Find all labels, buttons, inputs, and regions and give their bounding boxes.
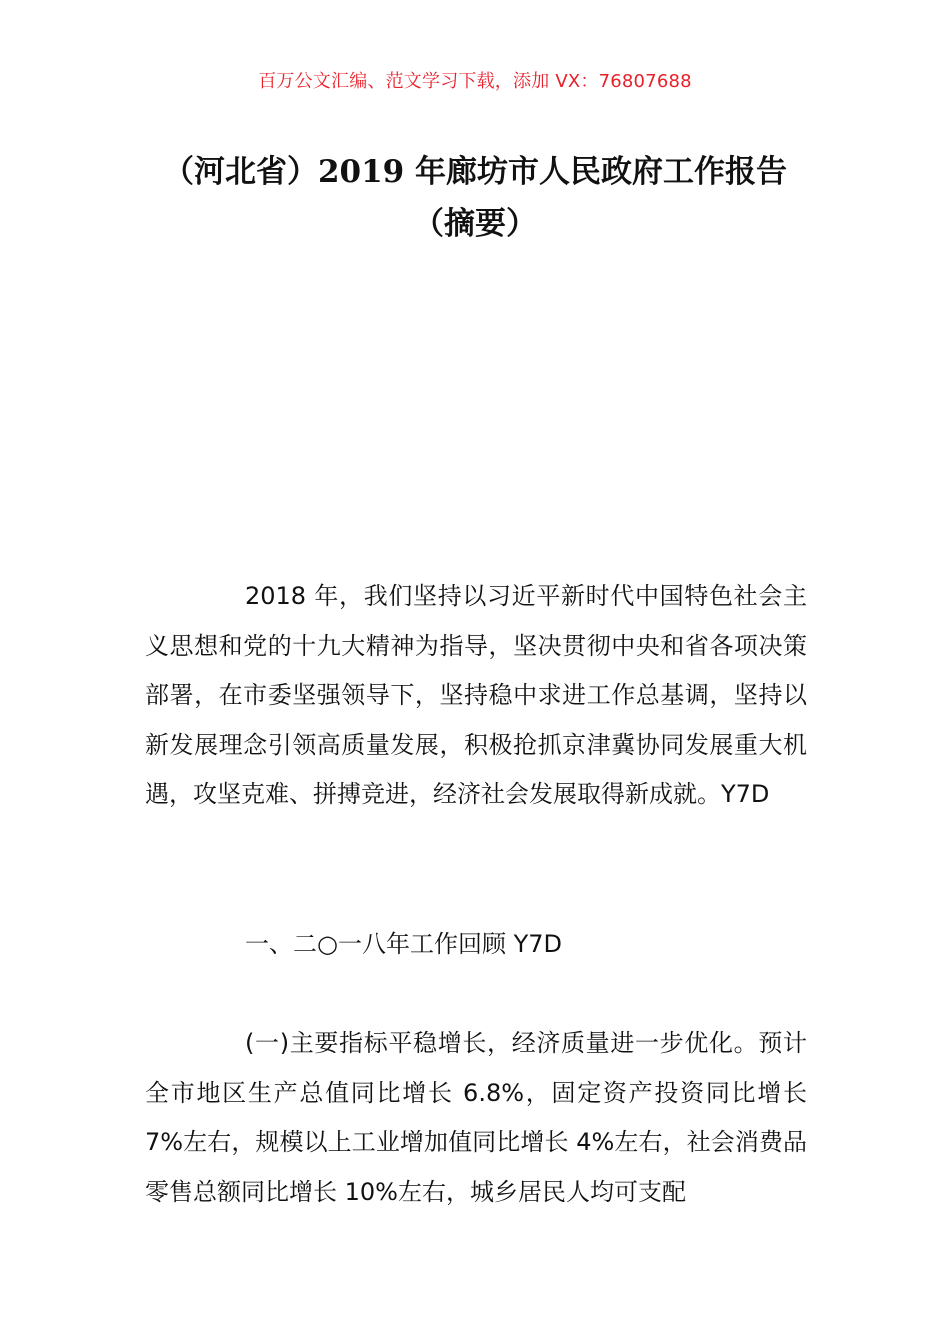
document-title: （河北省）2019 年廊坊市人民政府工作报告（摘要） (162, 154, 788, 242)
section-heading: 一、二○一八年工作回顾 Y7D (245, 930, 562, 958)
watermark-header: 百万公文汇编、范文学习下载，添加 VX：76807688 (258, 71, 692, 92)
paragraph-intro: 2018 年，我们坚持以习近平新时代中国特色社会主义思想和党的十九大精神为指导，坚决贯彻中央和省各项决策部署，在市委坚强领导下，坚持稳中求进工作总基调，坚持以新发展理念引领高质量发展，积极抢抓京津冀协同发展重大机遇，攻坚克难、拼搏竞进，经济社会发展取得新成就。Y7D (145, 582, 807, 808)
paragraph-indicators: (一)主要指标平稳增长，经济质量进一步优化。预计全市地区生产总值同比增长 6.8%，固定资产投资同比增长 7%左右，规模以上工业增加值同比增长 4%左右，社会消费品零售总额同比增长 10%左右，城乡居民人均可支配 (145, 1029, 807, 1206)
